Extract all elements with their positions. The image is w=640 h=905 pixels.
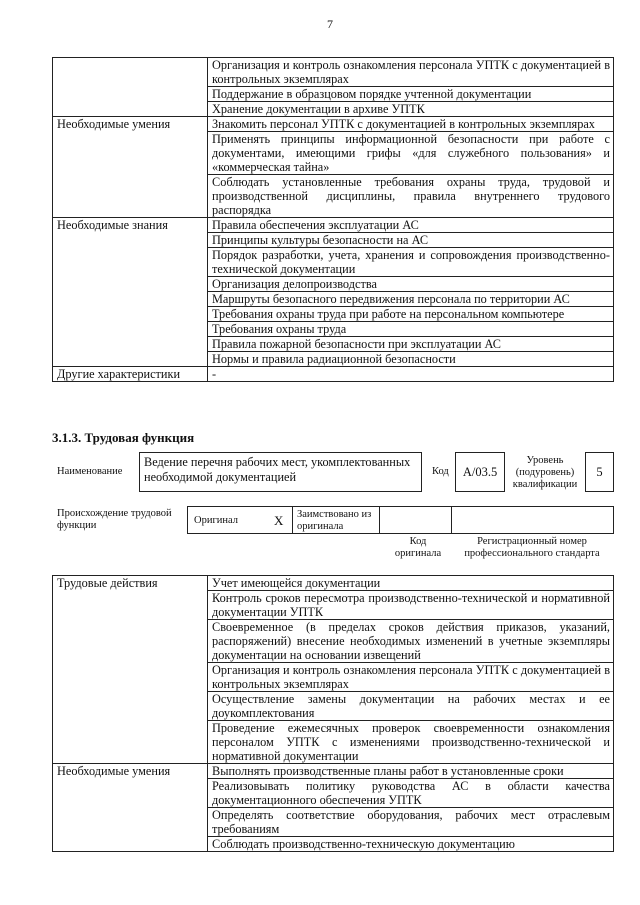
row-item: Нормы и правила радиационной безопасности xyxy=(208,352,614,367)
row-item: Выполнять производственные планы работ в установленные сроки xyxy=(208,764,614,779)
row-item: Требования охраны труда xyxy=(208,322,614,337)
row-label: Трудовые действия xyxy=(53,576,208,764)
code-label: Код xyxy=(432,466,449,477)
row-item: Поддержание в образцовом порядке учтенной документации xyxy=(208,87,614,102)
function-name-value: Ведение перечня рабочих мест, укомплектованных необходимой документацией xyxy=(144,455,411,484)
row-item: Принципы культуры безопасности на АС xyxy=(208,233,614,248)
row-item: Осуществление замены документации на рабочих местах и ее доукомплектования xyxy=(208,692,614,721)
row-label: Другие характеристики xyxy=(53,367,208,382)
name-label: Наименование xyxy=(57,466,123,477)
table-row xyxy=(53,117,614,132)
row-item: Своевременное (в пределах сроков действия приказов, указаний, распоряжений) внесение необходимых изменений в учетные экземпляры документации на основании извещений xyxy=(208,620,614,663)
reg-number-cell xyxy=(451,506,614,534)
function-code-box xyxy=(455,452,505,492)
original-label: Оригинал xyxy=(194,515,238,526)
row-item: Контроль сроков пересмотра производственно-технической и нормативной документации УПТК xyxy=(208,591,614,620)
function-code-value: А/03.5 xyxy=(462,465,498,479)
table-row xyxy=(53,218,614,233)
table-row xyxy=(53,58,614,87)
row-label xyxy=(53,58,208,117)
row-item: Хранение документации в архиве УПТК xyxy=(208,102,614,117)
code-original-caption: Код оригинала xyxy=(394,536,442,559)
origin-label: Происхождение трудовой функции xyxy=(57,508,172,531)
row-item: Соблюдать установленные требования охраны труда, трудовой и производственной дисциплины, правила внутреннего трудового распорядка xyxy=(208,175,614,218)
code-original-cell xyxy=(379,506,452,534)
row-label: Необходимые знания xyxy=(53,218,208,367)
borrowed-cell xyxy=(292,506,380,534)
original-cell xyxy=(187,506,293,534)
page-number: 7 xyxy=(327,17,333,31)
function-name-box xyxy=(139,452,422,492)
row-label: Необходимые умения xyxy=(53,117,208,218)
reg-number-caption: Регистрационный номер профессионального стандарта xyxy=(464,536,600,559)
table-row xyxy=(53,764,614,779)
row-item: Маршруты безопасного передвижения персонала по территории АС xyxy=(208,292,614,307)
row-item: Реализовывать политику руководства АС в области качества документационного обеспечения УПТК xyxy=(208,779,614,808)
requirements-table-1 xyxy=(52,57,614,382)
table-row xyxy=(53,367,614,382)
row-label: Необходимые умения xyxy=(53,764,208,852)
borrowed-label: Заимствовано из оригинала xyxy=(297,509,372,532)
row-item: Правила пожарной безопасности при эксплуатации АС xyxy=(208,337,614,352)
row-item: Проведение ежемесячных проверок своевременности ознакомления персоналом УПТК с изменениями производственно-технической и нормативной документации xyxy=(208,721,614,764)
row-item: Соблюдать производственно-техническую документацию xyxy=(208,837,614,852)
row-item: Порядок разработки, учета, хранения и сопровождения производственно-технической документации xyxy=(208,248,614,277)
row-item: Организация и контроль ознакомления персонала УПТК с документацией в контрольных экземплярах xyxy=(208,58,614,87)
requirements-table-2 xyxy=(52,575,614,852)
row-item: Правила обеспечения эксплуатации АС xyxy=(208,218,614,233)
level-value: 5 xyxy=(596,465,603,479)
row-item: Организация делопроизводства xyxy=(208,277,614,292)
level-label: Уровень (подуровень) квалификации xyxy=(512,455,578,490)
row-item: Учет имеющейся документации xyxy=(208,576,614,591)
row-item: Определять соответствие оборудования, рабочих мест отраслевым требованиям xyxy=(208,808,614,837)
level-box xyxy=(585,452,614,492)
section-title: 3.1.3. Трудовая функция xyxy=(52,430,195,445)
row-item: Применять принципы информационной безопасности при работе с документами, имеющими грифы «для служебного пользования» и «коммерческая тайна» xyxy=(208,132,614,175)
row-item: Знакомить персонал УПТК с документацией в контрольных экземплярах xyxy=(208,117,614,132)
row-item: Требования охраны труда при работе на персональном компьютере xyxy=(208,307,614,322)
row-item: - xyxy=(208,367,614,382)
original-mark: X xyxy=(274,513,284,528)
table-row xyxy=(53,576,614,591)
row-item: Организация и контроль ознакомления персонала УПТК с документацией в контрольных экземплярах xyxy=(208,663,614,692)
